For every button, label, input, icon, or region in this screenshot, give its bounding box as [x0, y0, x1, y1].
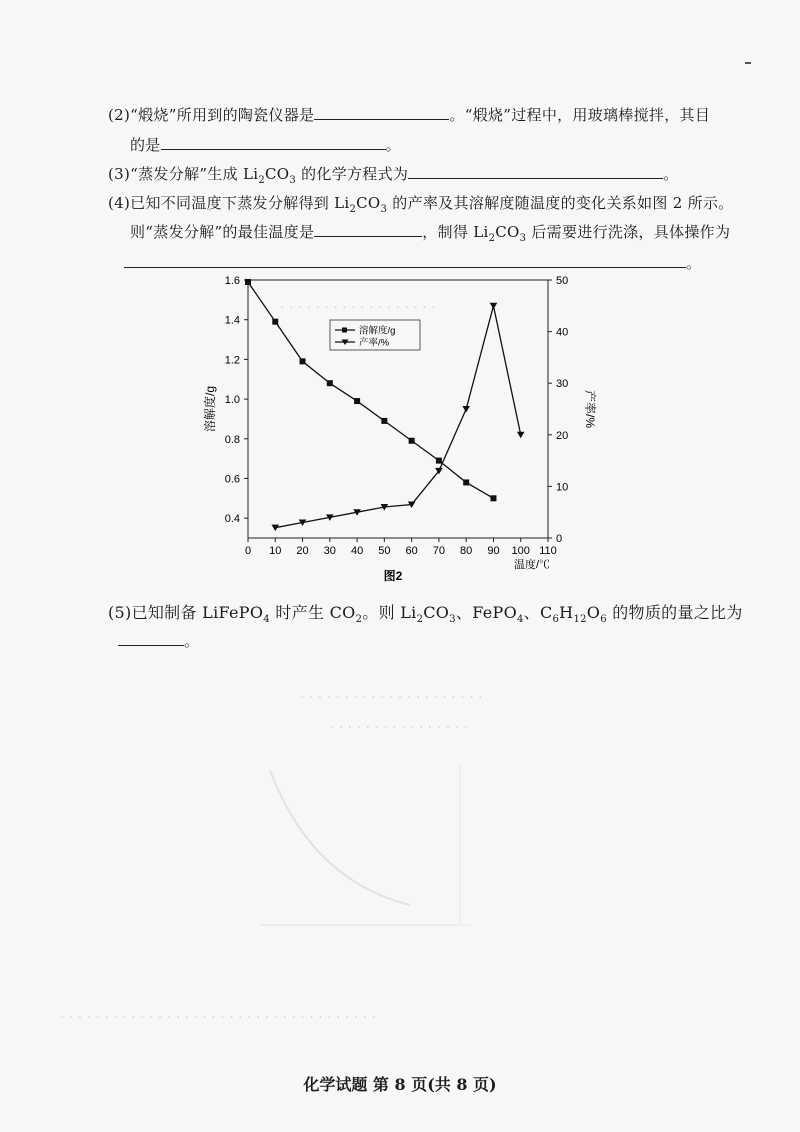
y-right-tick-label: 30 — [556, 378, 569, 391]
solubility-point — [436, 458, 442, 464]
q5-text-b: 时产生 CO — [269, 603, 356, 622]
q3-text-d: 。 — [663, 165, 679, 183]
x-tick-label: 20 — [296, 545, 309, 557]
bleed-through-text: · · · · · · · · · · · · · · · · · · · · · — [300, 690, 483, 706]
plot-frame — [248, 280, 548, 538]
x-tick-label: 80 — [460, 545, 473, 557]
q5-text-c: 。则 Li — [362, 603, 417, 622]
question-2-line-1 — [108, 104, 710, 125]
bleed-through-text: · · · · · · · · · · · · · · · · — [330, 720, 468, 736]
q2-text-c: 的是 — [130, 136, 161, 154]
q3-text-c: 的化学方程式为 — [296, 165, 409, 183]
q5-text-f: 、C — [523, 603, 553, 622]
x-tick-label: 100 — [511, 545, 530, 557]
y-right-tick-label: 50 — [556, 275, 569, 287]
y-right-axis-label: 产率/% — [583, 389, 597, 429]
question-2-line-2 — [130, 134, 401, 155]
solubility-yield-chart — [180, 268, 600, 588]
x-axis-label: 温度/℃ — [513, 559, 551, 571]
solubility-point — [327, 380, 333, 386]
solubility-point — [300, 358, 306, 364]
q5-sub-2: 2 — [355, 614, 363, 626]
answer-blank[interactable] — [314, 119, 449, 120]
q5-text-i: 的物质的量之比为 — [606, 603, 743, 622]
y-left-tick-label: 1.0 — [224, 394, 240, 407]
q5-sub-3: 2 — [416, 614, 424, 626]
q5-sub-7: 12 — [573, 614, 587, 626]
q4-text-b: CO — [356, 194, 381, 212]
yield-point — [462, 406, 470, 413]
solubility-point — [463, 479, 469, 485]
q3-sub-1: 2 — [258, 175, 265, 186]
x-tick-label: 60 — [405, 545, 418, 557]
x-tick-label: 90 — [487, 545, 500, 557]
solubility-point — [354, 398, 360, 404]
question-4-line-2 — [130, 221, 730, 244]
y-right-tick-label: 20 — [556, 429, 569, 442]
question-5-line-2 — [118, 630, 199, 651]
q2-text-b: 。“煅烧”过程中，用玻璃棒搅拌，其目 — [449, 106, 711, 124]
q4-text-a: (4)已知不同温度下蒸发分解得到 Li — [108, 194, 350, 212]
question-4-line-1 — [108, 192, 734, 215]
x-tick-label: 0 — [244, 545, 252, 557]
q2-text-a: (2)“煅烧”所用到的陶瓷仪器是 — [108, 106, 315, 124]
page-speck — [745, 62, 751, 64]
page-footer: 化学试题 第 8 页(共 8 页) — [303, 1075, 497, 1094]
q5-sub-1: 4 — [263, 614, 270, 626]
legend-marker-square — [342, 328, 347, 333]
y-left-axis-label: 溶解度/g — [203, 385, 217, 433]
q5-sub-6: 6 — [552, 614, 560, 626]
yield-point — [271, 525, 279, 532]
q5-text-a: (5)已知制备 LiFePO — [108, 603, 264, 622]
solubility-point — [272, 319, 278, 325]
q5-text-h: O — [586, 603, 601, 622]
y-right-tick-label: 0 — [556, 533, 563, 545]
y-left-tick-label: 1.4 — [224, 314, 240, 327]
q4-sub-3: 2 — [488, 233, 496, 244]
legend-label: 产率/% — [359, 337, 390, 349]
x-tick-label: 70 — [432, 545, 446, 557]
q5-sub-8: 6 — [600, 614, 607, 626]
q5-end: 。 — [184, 632, 200, 650]
solubility-point — [490, 495, 496, 501]
q4-sub-2: 3 — [380, 204, 388, 215]
answer-blank[interactable] — [161, 149, 386, 150]
q5-sub-5: 4 — [516, 614, 524, 626]
answer-blank[interactable] — [408, 178, 663, 179]
y-right-tick-label: 40 — [556, 326, 569, 339]
q4-text-f: CO — [495, 223, 520, 241]
q4-text-c: 的产率及其溶解度随温度的变化关系如图 2 所示。 — [387, 194, 734, 212]
question-5-line-1 — [108, 600, 743, 625]
x-tick-label: 10 — [269, 545, 282, 557]
answer-blank[interactable] — [118, 645, 184, 646]
q4-sub-4: 3 — [519, 233, 527, 244]
q5-sub-4: 3 — [449, 614, 456, 626]
legend-label: 溶解度/g — [359, 325, 396, 337]
bleed-through-text: · · · · · · · · · · · · · · · · · · — [280, 300, 436, 316]
q4-text-d: 则“蒸发分解”的最佳温度是 — [130, 223, 315, 241]
y-left-tick-label: 0.8 — [224, 433, 240, 446]
x-tick-label: 40 — [350, 545, 364, 557]
y-left-tick-label: 0.4 — [224, 513, 240, 526]
solubility-point — [381, 418, 387, 424]
yield-point — [517, 432, 525, 439]
y-left-tick-label: 1.6 — [224, 275, 240, 287]
y-right-tick-label: 10 — [556, 481, 569, 494]
q5-text-e: 、FePO — [455, 603, 517, 622]
q4-text-g: 后需要进行洗涤，具体操作为 — [526, 223, 731, 241]
bleed-through-text: · · · · · · · · · · · · · · · · · · · · · · · · · · · · · · · · · · · · — [60, 1010, 376, 1026]
x-tick-label: 50 — [378, 545, 391, 557]
q2-text-d: 。 — [385, 136, 401, 154]
q4-text-e: ，制得 Li — [422, 223, 489, 241]
x-tick-label: 110 — [539, 545, 557, 557]
y-left-tick-label: 1.2 — [224, 354, 240, 367]
series-line-1 — [248, 282, 493, 498]
yield-point — [490, 303, 498, 310]
q3-text-a: (3)“蒸发分解”生成 Li — [108, 165, 259, 183]
x-tick-label: 30 — [323, 545, 336, 557]
q3-text-b: CO — [264, 165, 290, 183]
figure-caption: 图2 — [383, 569, 403, 583]
q4-end: 。 — [686, 254, 702, 272]
y-left-tick-label: 0.6 — [224, 473, 240, 486]
solubility-point — [409, 438, 415, 444]
q3-sub-2: 3 — [289, 175, 297, 186]
bleed-through-curve — [240, 760, 480, 940]
answer-blank[interactable] — [314, 236, 422, 237]
q5-text-g: H — [559, 603, 574, 622]
question-3 — [108, 163, 679, 186]
q4-sub-1: 2 — [349, 204, 357, 215]
solubility-point — [245, 279, 251, 285]
q5-text-d: CO — [423, 603, 450, 622]
